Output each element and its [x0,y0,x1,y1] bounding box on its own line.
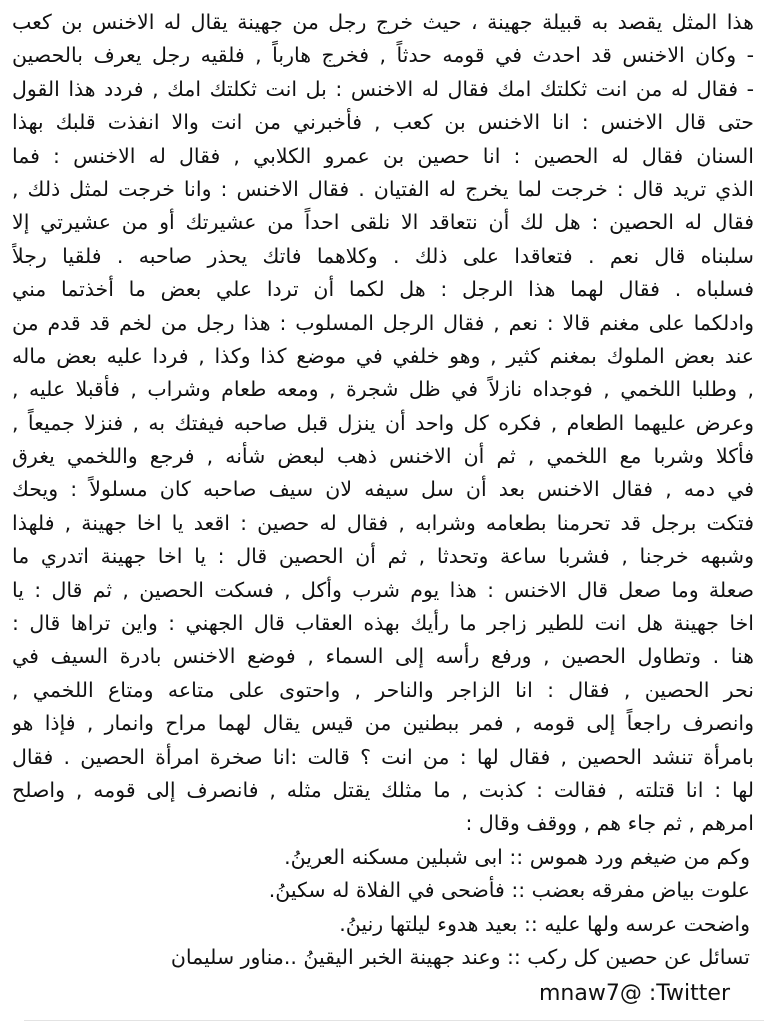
prose-line: نحر الحصين , فقال : انا الزاجر والناحر , واحتوى على متاعه ومتاع اللخمي , [12,677,754,702]
prose-line: فقال له الحصين : هل لك أن نتعاقد الا نلقى احداً من عشيرتك أو من عشيرتي إلا [12,210,754,235]
twitter-handle: mnaw7@ [538,981,642,1007]
prose-line: حتى قال الاخنس : انا الاخنس بن كعب , فأخبرني من انت والا انفذت قلبك بهذا [12,110,754,135]
prose-line: فأكلا وشربا مع اللخمي , ثم أن الاخنس ذهب لبعض شأنه , فرجع واللخمي يغرق [12,444,754,469]
poem [12,841,754,975]
prose-line: الذي تريد قال : خرجت لما يخرج له الفتيان . فقال الاخنس : وانا خرجت لمثل ذلك , [12,176,754,201]
prose-line: وشبهه خرجنا , فشربا ساعة وتحدثا , ثم أن الحصين قال : يا اخا جهينة اتدري ما [12,544,754,569]
prose-line: هنا . وتطاول الحصين , ورفع رأسه إلى السماء , فوضع الاخنس بادرة السيف في [12,644,754,669]
prose-line: وعرض عليهما الطعام , فكره كل واحد أن ينزل قبل صاحبه فيفتك به , فنزلا جميعاً , [12,410,754,435]
prose-line: سلبناه قال نعم . فتعاقدا على ذلك . وكلاهما فاتك يحذر صاحبه . فلقيا رجلاً [12,243,754,268]
poem-verse: وكم من ضيغم ورد هموس :: ابى شبلين مسكنه العرينُ. [284,844,750,869]
poem-verse: علوت بياض مفرقه بعضب :: فأضحى في الفلاة له سكينُ. [268,878,750,903]
poem-verse: واضحت عرسه ولها عليه :: بعيد هدوء ليلتها رنينُ. [339,911,750,936]
prose-line: صعلة وما صعل قال الاخنس : هذا يوم شرب وأكل , فسكت الحصين , ثم قال : يا [12,577,754,602]
prose-line: بامرأة تنشد الحصين , فقال لها : من انت ؟ قالت :انا صخرة امرأة الحصين . فقال [12,744,754,769]
prose-line: هذا المثل يقصد به قبيلة جهينة ، حيث خرج رجل من جهينة يقال له الاخنس بن كعب [12,10,754,34]
bottom-divider [24,1020,764,1021]
poem-verse: تسائل عن حصين كل ركب :: وعند جهينة الخبر اليقينُ ..مناور سليمان [170,944,750,969]
prose-line: اخا جهينة هل انت للطير زاجر ما رأيك بهذه العقاب قال الجهني : واين تراها قال : [12,611,754,636]
prose-line: امرهم , ثم جاء هم , ووقف وقال : [465,811,754,836]
prose-line: فتكت برجل قد تحرمنا بطعامه وشرابه , فقال له حصين : اقعد يا اخا جهينة , فلهذا [12,510,754,535]
prose-line: عند بعض الملوك بمغنم كثير , وهو خلفي في موضع كذا وكذا , فردا عليه بعض ماله [12,343,754,368]
story-paragraph [12,6,754,841]
prose-line: - وكان الاخنس قد احدث في قومه حدثاً , فخرج هارباً , فلقيه رجل يعرف بالحصين [12,43,754,68]
prose-line: - فقال له من انت ثكلتك امك فقال له الاخنس : بل انت ثكلتك امك , فردد هذا القول [12,76,754,101]
prose-line: , وطلبا اللخمي , فوجداه نازلاً في ظل شجرة , ومعه طعام وشراب , فأقبلا عليه , [12,377,754,402]
prose-line: لها : انا قتلته , فقالت : كذبت , ما مثلك يقتل مثله , فانصرف إلى قومه , واصلح [12,777,754,802]
twitter-label: :Twitter [648,981,730,1007]
twitter-credit [12,976,754,1012]
prose-line: فسلباه . فقال لهما هذا الرجل : هل لكما أن تردا علي بعض ما أخذتما مني [12,277,754,302]
prose-line: في دمه , فقال الاخنس بعد أن سل سيفه لان سيف صاحبه كان مسلولاً : ويحك [12,477,754,502]
prose-line: وادلكما على مغنم قالا : نعم , فقال الرجل المسلوب : هذا رجل من لخم قد قدم من [12,310,754,335]
prose-line: السنان فقال له الحصين : انا حصين بن عمرو الكلابي , فقال له الاخنس : فما [12,143,754,168]
prose-line: وانصرف راجعاً إلى قومه , فمر ببطنين من قيس يقال لهما مراح وانمار , فإذا هو [12,711,754,736]
